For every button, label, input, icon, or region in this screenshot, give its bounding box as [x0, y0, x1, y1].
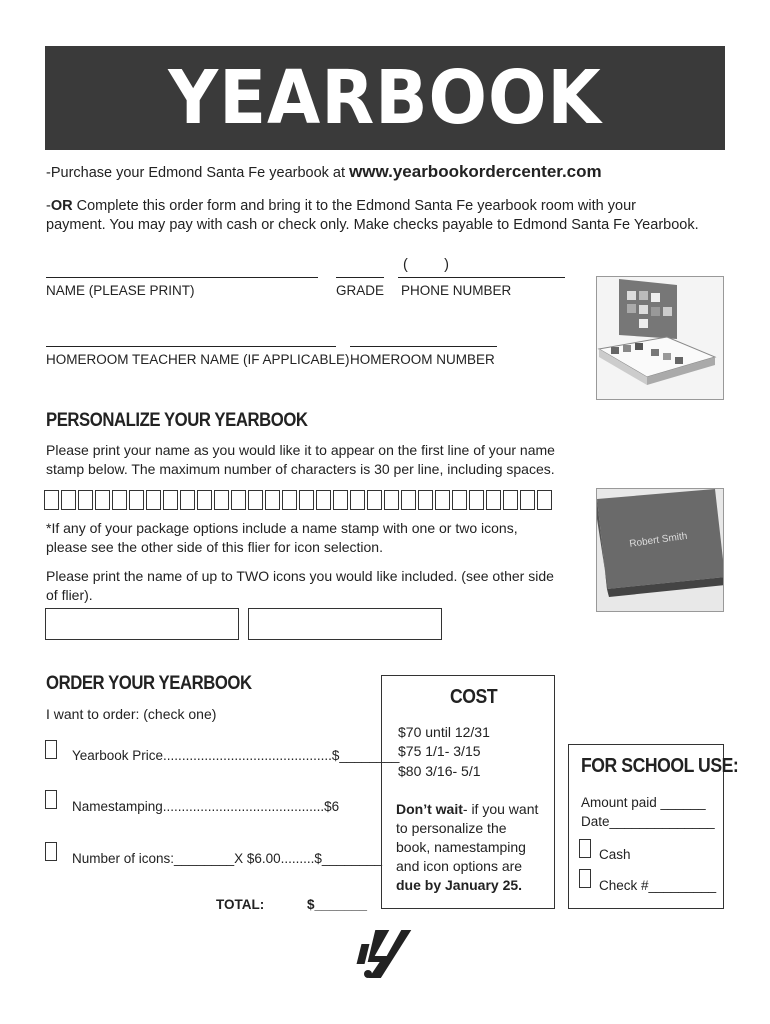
- icon-1-input[interactable]: [45, 608, 239, 640]
- order-subhead: I want to order: (check one): [46, 706, 217, 722]
- icons-line: Number of icons:________X $6.00.........$________: [72, 851, 382, 866]
- name-stamp-boxes[interactable]: [44, 490, 554, 510]
- grade-label: GRADE: [336, 283, 385, 298]
- price-tier-2: $75 1/1- 3/15: [398, 743, 481, 759]
- cash-label: Cash: [599, 847, 631, 862]
- check-checkbox[interactable]: [579, 869, 591, 888]
- price-tier-1: $70 until 12/31: [398, 724, 490, 740]
- personalize-desc-1: Please print your name as you would like it to appear on the first line of your name: [46, 442, 555, 458]
- personalize-desc-2: stamp below. The maximum number of characters is 30 per line, including spaces.: [46, 461, 555, 477]
- intro-or: OR: [50, 198, 73, 214]
- check-number-field[interactable]: Check #_________: [599, 878, 717, 893]
- icon-2-input[interactable]: [248, 608, 442, 640]
- phone-parens: ( ): [403, 257, 449, 273]
- school-use-heading: FOR SCHOOL USE:: [581, 755, 739, 777]
- intro-line-1: [46, 162, 602, 183]
- order-heading: ORDER YOUR YEARBOOK: [46, 673, 252, 694]
- teacher-label: HOMEROOM TEACHER NAME (IF APPLICABLE): [46, 352, 350, 367]
- cost-box: [381, 675, 555, 909]
- cash-checkbox[interactable]: [579, 839, 591, 858]
- yearbook-logo: [356, 926, 412, 982]
- total-field[interactable]: $_______: [307, 897, 368, 912]
- name-field[interactable]: [46, 277, 318, 278]
- namestamp-photo: [596, 488, 724, 612]
- grade-field[interactable]: [336, 277, 384, 278]
- phone-label: PHONE NUMBER: [401, 283, 512, 298]
- deadline-line-1: [396, 800, 538, 819]
- date-field[interactable]: Date______________: [581, 814, 715, 829]
- icons-instruction-1: Please print the name of up to TWO icons you would like included. (see other side: [46, 568, 554, 584]
- yearbook-checkbox[interactable]: [45, 740, 57, 759]
- phone-field[interactable]: [398, 277, 565, 278]
- deadline-date: due by January 25.: [396, 877, 523, 893]
- order-url-link[interactable]: www.yearbookordercenter.com: [349, 162, 602, 181]
- deadline-line-2: to personalize the: [396, 820, 507, 836]
- price-tier-3: $80 3/16- 5/1: [398, 763, 481, 779]
- personalize-heading: PERSONALIZE YOUR YEARBOOK: [46, 410, 308, 431]
- page-title: YEARBOOK: [168, 55, 602, 141]
- yearbook-photo: [596, 276, 724, 400]
- icon-note-1: *If any of your package options include a name stamp with one or two icons,: [46, 520, 518, 536]
- deadline-line-4: and icon options are: [396, 858, 523, 874]
- cost-heading: COST: [450, 686, 498, 708]
- intro-rest: Complete this order form and bring it to the Edmond Santa Fe yearbook room with your: [72, 198, 636, 214]
- icon-note-2: please see the other side of this flier for icon selection.: [46, 539, 383, 555]
- school-use-box: [568, 744, 739, 909]
- intro-dash: -: [46, 198, 51, 214]
- intro-line-3: payment. You may pay with cash or check only. Make checks payable to Edmond Santa Fe Yearbook.: [46, 217, 699, 233]
- amount-paid-field[interactable]: Amount paid ______: [581, 795, 706, 810]
- icons-instruction-2: of flier).: [46, 587, 93, 603]
- icons-checkbox[interactable]: [45, 842, 57, 861]
- name-label: NAME (PLEASE PRINT): [46, 283, 195, 298]
- namestamp-text: Robert Smith: [628, 530, 689, 550]
- deadline-line-3: book, namestamping: [396, 839, 526, 855]
- total-label: TOTAL:: [216, 897, 265, 912]
- title-banner: [45, 46, 725, 150]
- dont-wait: Don’t wait: [396, 801, 463, 817]
- intro-line-2: [46, 197, 636, 216]
- deadline-w1: - if you want: [462, 801, 539, 817]
- intro-text: -Purchase your Edmond Santa Fe yearbook at: [46, 165, 350, 181]
- namestamping-line: Namestamping...........................................$6: [72, 799, 340, 814]
- homeroom-field[interactable]: [350, 346, 497, 347]
- teacher-field[interactable]: [46, 346, 336, 347]
- homeroom-label: HOMEROOM NUMBER: [350, 352, 495, 367]
- namestamp-checkbox[interactable]: [45, 790, 57, 809]
- yearbook-price-line: Yearbook Price.............................................$________: [72, 748, 400, 763]
